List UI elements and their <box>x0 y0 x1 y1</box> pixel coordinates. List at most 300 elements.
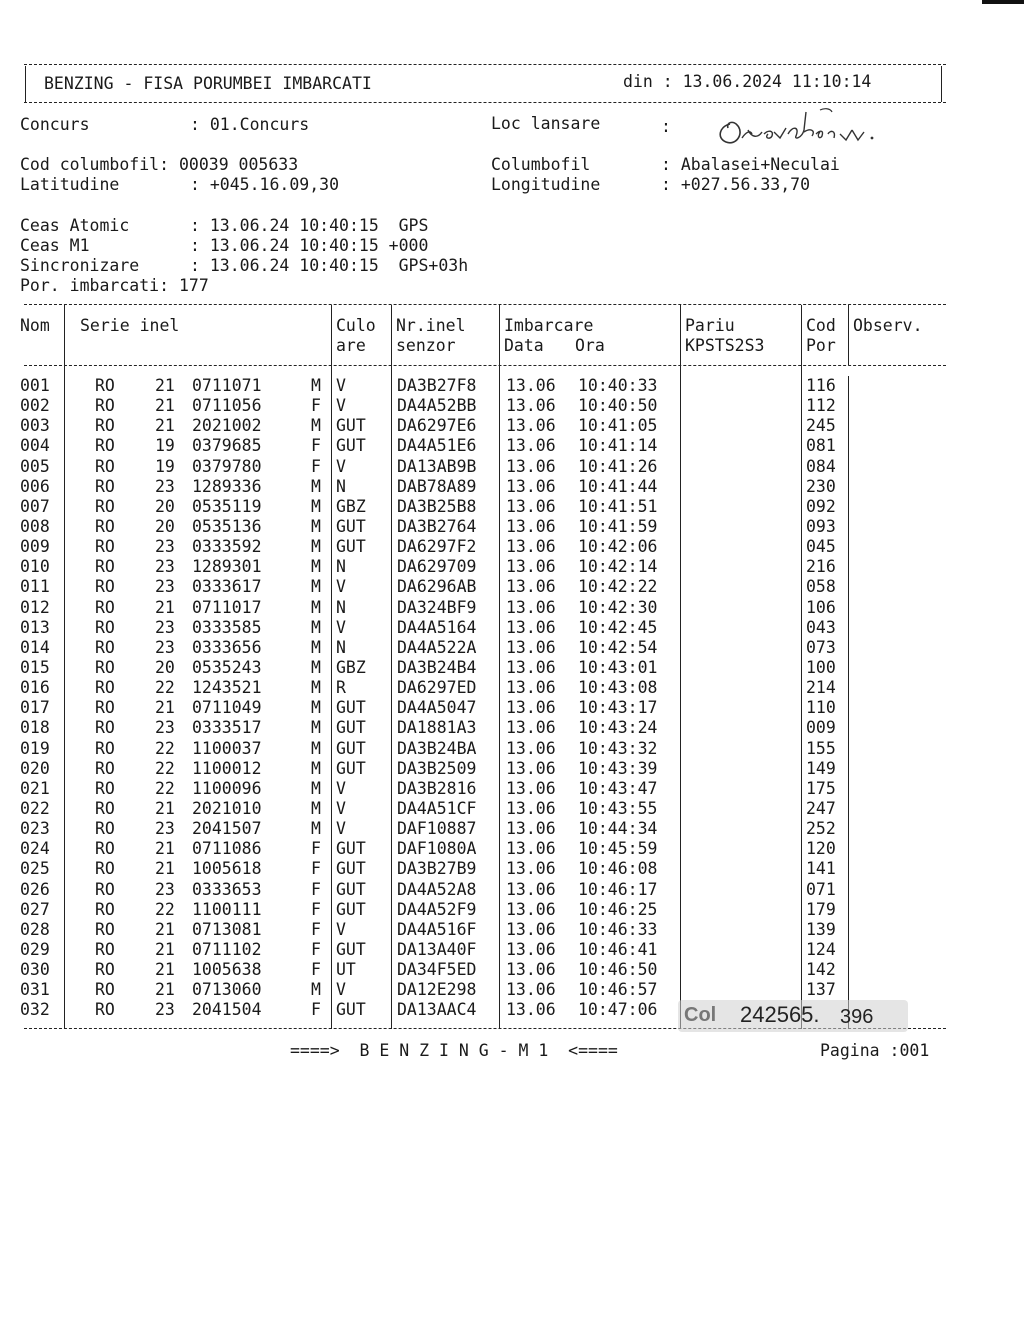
cell-sex: M <box>311 718 321 738</box>
cell-ora: 10:41:14 <box>578 436 658 456</box>
scan-edge-mark <box>982 0 1024 4</box>
cell-numar: 0711086 <box>192 839 262 859</box>
cell-nom: 013 <box>20 617 50 637</box>
cell-tara: RO <box>95 678 115 698</box>
cell-nom: 024 <box>20 839 50 859</box>
cell-nom: 025 <box>20 859 50 879</box>
cell-cod-por: 137 <box>806 980 836 1000</box>
cell-senzor: DA4A5047 <box>397 698 477 718</box>
col-header-culoare-2: are <box>336 336 366 355</box>
cell-cod-por: 245 <box>806 416 836 436</box>
table-row <box>0 779 1024 799</box>
table-top-rule <box>24 304 946 305</box>
cell-tara: RO <box>95 718 115 738</box>
cell-data: 13.06 <box>506 516 556 536</box>
cell-an: 21 <box>155 416 175 436</box>
cell-numar: 1289336 <box>192 476 262 496</box>
cell-ora: 10:46:17 <box>578 879 658 899</box>
cell-cod-por: 124 <box>806 939 836 959</box>
cell-senzor: DAF1080A <box>397 839 477 859</box>
header-left-border <box>25 66 26 102</box>
cell-cod-por: 058 <box>806 577 836 597</box>
cell-ora: 10:42:45 <box>578 617 658 637</box>
cell-ora: 10:42:54 <box>578 637 658 657</box>
cell-an: 21 <box>155 376 175 395</box>
cell-sex: M <box>311 778 321 798</box>
cell-senzor: DA6297ED <box>397 678 477 698</box>
cell-senzor: DA3B2764 <box>397 516 477 536</box>
col-header-culoare-1: Culo <box>336 316 376 335</box>
cell-culoare: V <box>336 798 346 818</box>
cell-data: 13.06 <box>506 960 556 980</box>
loc-lansare-colon: : <box>661 117 671 136</box>
cell-an: 23 <box>155 537 175 557</box>
cell-data: 13.06 <box>506 637 556 657</box>
cell-culoare: GUT <box>336 1000 366 1020</box>
stamp-code: Col <box>684 1004 717 1026</box>
cell-culoare: N <box>336 476 346 496</box>
cell-senzor: DA4A52BB <box>397 396 477 416</box>
cell-an: 23 <box>155 718 175 738</box>
cell-culoare: GUT <box>336 718 366 738</box>
cell-senzor: DAB78A89 <box>397 476 477 496</box>
cell-numar: 0333656 <box>192 637 262 657</box>
cell-tara: RO <box>95 899 115 919</box>
cell-data: 13.06 <box>506 698 556 718</box>
cell-an: 21 <box>155 939 175 959</box>
cell-data: 13.06 <box>506 839 556 859</box>
cell-tara: RO <box>95 919 115 939</box>
cell-an: 20 <box>155 496 175 516</box>
cell-cod-por: 120 <box>806 839 836 859</box>
cell-numar: 0711056 <box>192 396 262 416</box>
cell-cod-por: 009 <box>806 718 836 738</box>
cell-ora: 10:41:05 <box>578 416 658 436</box>
table-row <box>0 658 1024 678</box>
cell-numar: 1289301 <box>192 557 262 577</box>
cell-tara: RO <box>95 778 115 798</box>
header-right-border <box>941 66 942 102</box>
cell-nom: 026 <box>20 879 50 899</box>
cell-an: 21 <box>155 960 175 980</box>
cell-numar: 2041504 <box>192 1000 262 1020</box>
cell-data: 13.06 <box>506 758 556 778</box>
table-row <box>0 577 1024 597</box>
cell-ora: 10:40:50 <box>578 396 658 416</box>
cell-ora: 10:43:24 <box>578 718 658 738</box>
cell-an: 22 <box>155 758 175 778</box>
table-row <box>0 477 1024 497</box>
page-number <box>820 1041 929 1061</box>
table-row <box>0 980 1024 1000</box>
cell-senzor: DA4A51CF <box>397 798 477 818</box>
table-row <box>0 457 1024 477</box>
cell-cod-por: 100 <box>806 657 836 677</box>
cell-data: 13.06 <box>506 456 556 476</box>
cell-culoare: V <box>336 456 346 476</box>
cell-nom: 011 <box>20 577 50 597</box>
cell-nom: 030 <box>20 960 50 980</box>
cell-cod-por: 139 <box>806 919 836 939</box>
cell-an: 23 <box>155 637 175 657</box>
cell-cod-por: 116 <box>806 376 836 395</box>
cell-sex: M <box>311 698 321 718</box>
cell-an: 20 <box>155 516 175 536</box>
cell-culoare: V <box>336 919 346 939</box>
col-header-cod-2: Por <box>806 336 836 355</box>
cell-ora: 10:41:26 <box>578 456 658 476</box>
cell-an: 19 <box>155 436 175 456</box>
col-header-observ: Observ. <box>853 316 923 335</box>
cell-nom: 004 <box>20 436 50 456</box>
cell-senzor: DA4A5164 <box>397 617 477 637</box>
cell-nom: 022 <box>20 798 50 818</box>
cell-nom: 006 <box>20 476 50 496</box>
cell-ora: 10:43:32 <box>578 738 658 758</box>
cell-an: 21 <box>155 980 175 1000</box>
concurs-value: : 01.Concurs <box>190 115 310 134</box>
print-date-value: 13.06.2024 11:10:14 <box>682 72 872 91</box>
loc-lansare-label: Loc lansare <box>491 114 601 133</box>
cell-cod-por: 045 <box>806 537 836 557</box>
cod-columbofil-label-text: Cod columbofil <box>20 155 160 174</box>
porumbei-imbarcati: Por. imbarcati: 177 <box>20 276 209 295</box>
cell-numar: 1005638 <box>192 960 262 980</box>
ceas-atomic-value-text: 13.06.24 10:40:15 GPS <box>209 216 429 235</box>
cell-cod-por: 214 <box>806 678 836 698</box>
cell-cod-por: 247 <box>806 798 836 818</box>
cell-sex: M <box>311 376 321 395</box>
latitudine-label: Latitudine <box>20 175 120 194</box>
cell-senzor: DA6296AB <box>397 577 477 597</box>
cell-nom: 009 <box>20 537 50 557</box>
cell-culoare: GUT <box>336 436 366 456</box>
cell-numar: 0711017 <box>192 597 262 617</box>
cell-cod-por: 155 <box>806 738 836 758</box>
table-row <box>0 416 1024 436</box>
cod-columbofil-value: 00039 005633 <box>178 155 299 174</box>
cell-tara: RO <box>95 879 115 899</box>
cell-data: 13.06 <box>506 436 556 456</box>
cell-cod-por: 084 <box>806 456 836 476</box>
cell-tara: RO <box>95 557 115 577</box>
cell-an: 20 <box>155 657 175 677</box>
cell-tara: RO <box>95 657 115 677</box>
table-row <box>0 759 1024 779</box>
cell-tara: RO <box>95 496 115 516</box>
cell-numar: 2021002 <box>192 416 262 436</box>
table-row <box>0 859 1024 879</box>
cell-data: 13.06 <box>506 557 556 577</box>
cell-data: 13.06 <box>506 980 556 1000</box>
cell-senzor: DA1881A3 <box>397 718 477 738</box>
cell-numar: 0711071 <box>192 376 262 395</box>
stamp-number: 242565. <box>740 1002 820 1027</box>
cell-ora: 10:42:22 <box>578 577 658 597</box>
cell-cod-por: 071 <box>806 879 836 899</box>
cell-cod-por: 142 <box>806 960 836 980</box>
cell-ora: 10:46:25 <box>578 899 658 919</box>
table-row <box>0 436 1024 456</box>
cell-sex: M <box>311 617 321 637</box>
cell-sex: F <box>311 960 321 980</box>
cell-nom: 018 <box>20 718 50 738</box>
cell-senzor: DA3B2816 <box>397 778 477 798</box>
ceas-atomic-label: Ceas Atomic <box>20 216 130 235</box>
cell-nom: 032 <box>20 1000 50 1020</box>
cell-numar: 1243521 <box>192 678 262 698</box>
cell-ora: 10:43:08 <box>578 678 658 698</box>
cell-sex: F <box>311 859 321 879</box>
col-header-ora: Ora <box>575 336 605 355</box>
cell-numar: 1100111 <box>192 899 262 919</box>
cell-tara: RO <box>95 819 115 839</box>
cell-data: 13.06 <box>506 496 556 516</box>
cell-an: 23 <box>155 617 175 637</box>
cell-ora: 10:41:51 <box>578 496 658 516</box>
table-row <box>0 638 1024 658</box>
cell-tara: RO <box>95 436 115 456</box>
cell-data: 13.06 <box>506 819 556 839</box>
cell-tara: RO <box>95 476 115 496</box>
cell-numar: 2021010 <box>192 798 262 818</box>
cell-sex: F <box>311 879 321 899</box>
cell-numar: 1100096 <box>192 778 262 798</box>
cell-data: 13.06 <box>506 718 556 738</box>
cell-nom: 019 <box>20 738 50 758</box>
table-row <box>0 698 1024 718</box>
sincronizare-value: : 13.06.24 10:40:15 GPS+03h <box>190 256 469 275</box>
cell-cod-por: 141 <box>806 859 836 879</box>
table-row <box>0 678 1024 698</box>
cell-an: 21 <box>155 396 175 416</box>
cell-sex: F <box>311 1000 321 1020</box>
cell-an: 22 <box>155 899 175 919</box>
cell-ora: 10:47:06 <box>578 1000 658 1020</box>
table-row <box>0 819 1024 839</box>
cell-data: 13.06 <box>506 476 556 496</box>
cell-an: 23 <box>155 577 175 597</box>
cell-ora: 10:41:59 <box>578 516 658 536</box>
cell-culoare: GUT <box>336 516 366 536</box>
porumbei-imbarcati-label: Por. imbarcati <box>20 276 160 295</box>
cell-nom: 010 <box>20 557 50 577</box>
cell-senzor: DA629709 <box>397 557 477 577</box>
cell-sex: M <box>311 678 321 698</box>
cell-culoare: GUT <box>336 879 366 899</box>
cell-culoare: N <box>336 597 346 617</box>
ceas-m1-label: Ceas M1 <box>20 236 90 255</box>
cell-an: 22 <box>155 778 175 798</box>
cell-ora: 10:43:47 <box>578 778 658 798</box>
cell-culoare: GUT <box>336 939 366 959</box>
cell-senzor: DA4A52F9 <box>397 899 477 919</box>
col-header-nom: Nom <box>20 316 50 335</box>
cell-culoare: UT <box>336 960 356 980</box>
cell-tara: RO <box>95 960 115 980</box>
cell-tara: RO <box>95 738 115 758</box>
document-title: BENZING - FISA PORUMBEI IMBARCATI <box>44 74 372 93</box>
cell-nom: 003 <box>20 416 50 436</box>
table-row <box>0 598 1024 618</box>
cell-an: 21 <box>155 839 175 859</box>
longitudine-value-text: +027.56.33,70 <box>680 175 811 194</box>
cell-tara: RO <box>95 577 115 597</box>
cell-cod-por: 175 <box>806 778 836 798</box>
cell-tara: RO <box>95 1000 115 1020</box>
table-row <box>0 739 1024 759</box>
cell-ora: 10:46:33 <box>578 919 658 939</box>
table-row <box>0 557 1024 577</box>
cell-nom: 002 <box>20 396 50 416</box>
cell-tara: RO <box>95 376 115 395</box>
cell-cod-por: 073 <box>806 637 836 657</box>
cell-numar: 1100012 <box>192 758 262 778</box>
cell-cod-por: 093 <box>806 516 836 536</box>
concurs-value-text: 01.Concurs <box>209 115 310 134</box>
cell-culoare: GUT <box>336 839 366 859</box>
cell-nom: 017 <box>20 698 50 718</box>
cell-numar: 0333653 <box>192 879 262 899</box>
cell-data: 13.06 <box>506 537 556 557</box>
cell-data: 13.06 <box>506 657 556 677</box>
cell-senzor: DA13A40F <box>397 939 477 959</box>
cell-senzor: DA3B2509 <box>397 758 477 778</box>
cell-cod-por: 216 <box>806 557 836 577</box>
cell-culoare: V <box>336 778 346 798</box>
table-row <box>0 396 1024 416</box>
cell-ora: 10:46:41 <box>578 939 658 959</box>
cell-cod-por: 043 <box>806 617 836 637</box>
cell-culoare: V <box>336 980 346 1000</box>
handwriting-graphic <box>712 104 912 154</box>
columbofil-value: : Abalasei+Neculai <box>661 155 840 174</box>
cell-senzor: DA13AB9B <box>397 456 477 476</box>
cell-cod-por: 230 <box>806 476 836 496</box>
longitudine-value: : +027.56.33,70 <box>661 175 811 194</box>
cell-sex: M <box>311 758 321 778</box>
sincronizare-value-text: 13.06.24 10:40:15 GPS+03h <box>209 256 469 275</box>
ceas-m1-value: : 13.06.24 10:40:15 +000 <box>190 236 429 255</box>
cell-tara: RO <box>95 637 115 657</box>
cell-sex: M <box>311 537 321 557</box>
cell-nom: 016 <box>20 678 50 698</box>
cell-tara: RO <box>95 758 115 778</box>
cell-data: 13.06 <box>506 617 556 637</box>
print-date: din : 13.06.2024 11:10:14 <box>623 72 872 91</box>
cell-sex: F <box>311 919 321 939</box>
cell-ora: 10:43:39 <box>578 758 658 778</box>
cell-data: 13.06 <box>506 859 556 879</box>
cell-sex: M <box>311 738 321 758</box>
table-row <box>0 618 1024 638</box>
page-number-value: 001 <box>899 1041 930 1060</box>
cell-sex: F <box>311 839 321 859</box>
cod-columbofil-label: Cod columbofil: 00039 005633 <box>20 155 299 174</box>
cell-tara: RO <box>95 597 115 617</box>
cell-culoare: GUT <box>336 899 366 919</box>
cell-culoare: N <box>336 637 346 657</box>
cell-sex: M <box>311 819 321 839</box>
table-row <box>0 718 1024 738</box>
table-row <box>0 880 1024 900</box>
cell-data: 13.06 <box>506 919 556 939</box>
col-header-nrinel-2: senzor <box>396 336 456 355</box>
cell-ora: 10:42:06 <box>578 537 658 557</box>
columbofil-label: Columbofil <box>491 155 591 174</box>
cell-nom: 015 <box>20 657 50 677</box>
col-header-pariu-2: KPSTS2S3 <box>685 336 765 355</box>
cell-culoare: GBZ <box>336 657 366 677</box>
cell-an: 21 <box>155 919 175 939</box>
cell-an: 23 <box>155 557 175 577</box>
cell-numar: 0711049 <box>192 698 262 718</box>
header-top-rule <box>24 64 946 65</box>
cell-sex: F <box>311 396 321 416</box>
cell-sex: M <box>311 516 321 536</box>
cell-numar: 0333617 <box>192 577 262 597</box>
cell-an: 19 <box>155 456 175 476</box>
cell-ora: 10:43:17 <box>578 698 658 718</box>
cell-culoare: GUT <box>336 758 366 778</box>
cell-numar: 0379685 <box>192 436 262 456</box>
cell-tara: RO <box>95 617 115 637</box>
cell-ora: 10:44:34 <box>578 819 658 839</box>
col-header-imbarcare: Imbarcare <box>504 316 594 335</box>
cell-tara: RO <box>95 859 115 879</box>
table-row <box>0 517 1024 537</box>
col-header-pariu-1: Pariu <box>685 316 735 335</box>
cell-culoare: V <box>336 819 346 839</box>
cell-nom: 012 <box>20 597 50 617</box>
cell-an: 23 <box>155 819 175 839</box>
cell-an: 21 <box>155 798 175 818</box>
table-row <box>0 960 1024 980</box>
cell-ora: 10:42:30 <box>578 597 658 617</box>
cell-nom: 008 <box>20 516 50 536</box>
cell-senzor: DA12E298 <box>397 980 477 1000</box>
cell-nom: 020 <box>20 758 50 778</box>
cell-sex: F <box>311 899 321 919</box>
cell-nom: 014 <box>20 637 50 657</box>
cell-cod-por: 106 <box>806 597 836 617</box>
table-row <box>0 799 1024 819</box>
cell-an: 22 <box>155 678 175 698</box>
cell-tara: RO <box>95 516 115 536</box>
cell-nom: 021 <box>20 778 50 798</box>
cell-an: 23 <box>155 879 175 899</box>
cell-nom: 023 <box>20 819 50 839</box>
cell-ora: 10:40:33 <box>578 376 658 395</box>
cell-sex: M <box>311 657 321 677</box>
cell-cod-por: 081 <box>806 436 836 456</box>
cell-sex: F <box>311 436 321 456</box>
col-header-cod-1: Cod <box>806 316 836 335</box>
cell-an: 22 <box>155 738 175 758</box>
porumbei-imbarcati-value: 177 <box>178 276 209 295</box>
cell-numar: 0333592 <box>192 537 262 557</box>
cell-nom: 028 <box>20 919 50 939</box>
cell-sex: F <box>311 939 321 959</box>
ceas-atomic-value: : 13.06.24 10:40:15 GPS <box>190 216 429 235</box>
handwritten-location-signature <box>712 104 912 158</box>
cell-sex: F <box>311 456 321 476</box>
cell-numar: 0535136 <box>192 516 262 536</box>
cell-ora: 10:41:44 <box>578 476 658 496</box>
cell-senzor: DA324BF9 <box>397 597 477 617</box>
cell-an: 21 <box>155 859 175 879</box>
table-row <box>0 376 1024 396</box>
